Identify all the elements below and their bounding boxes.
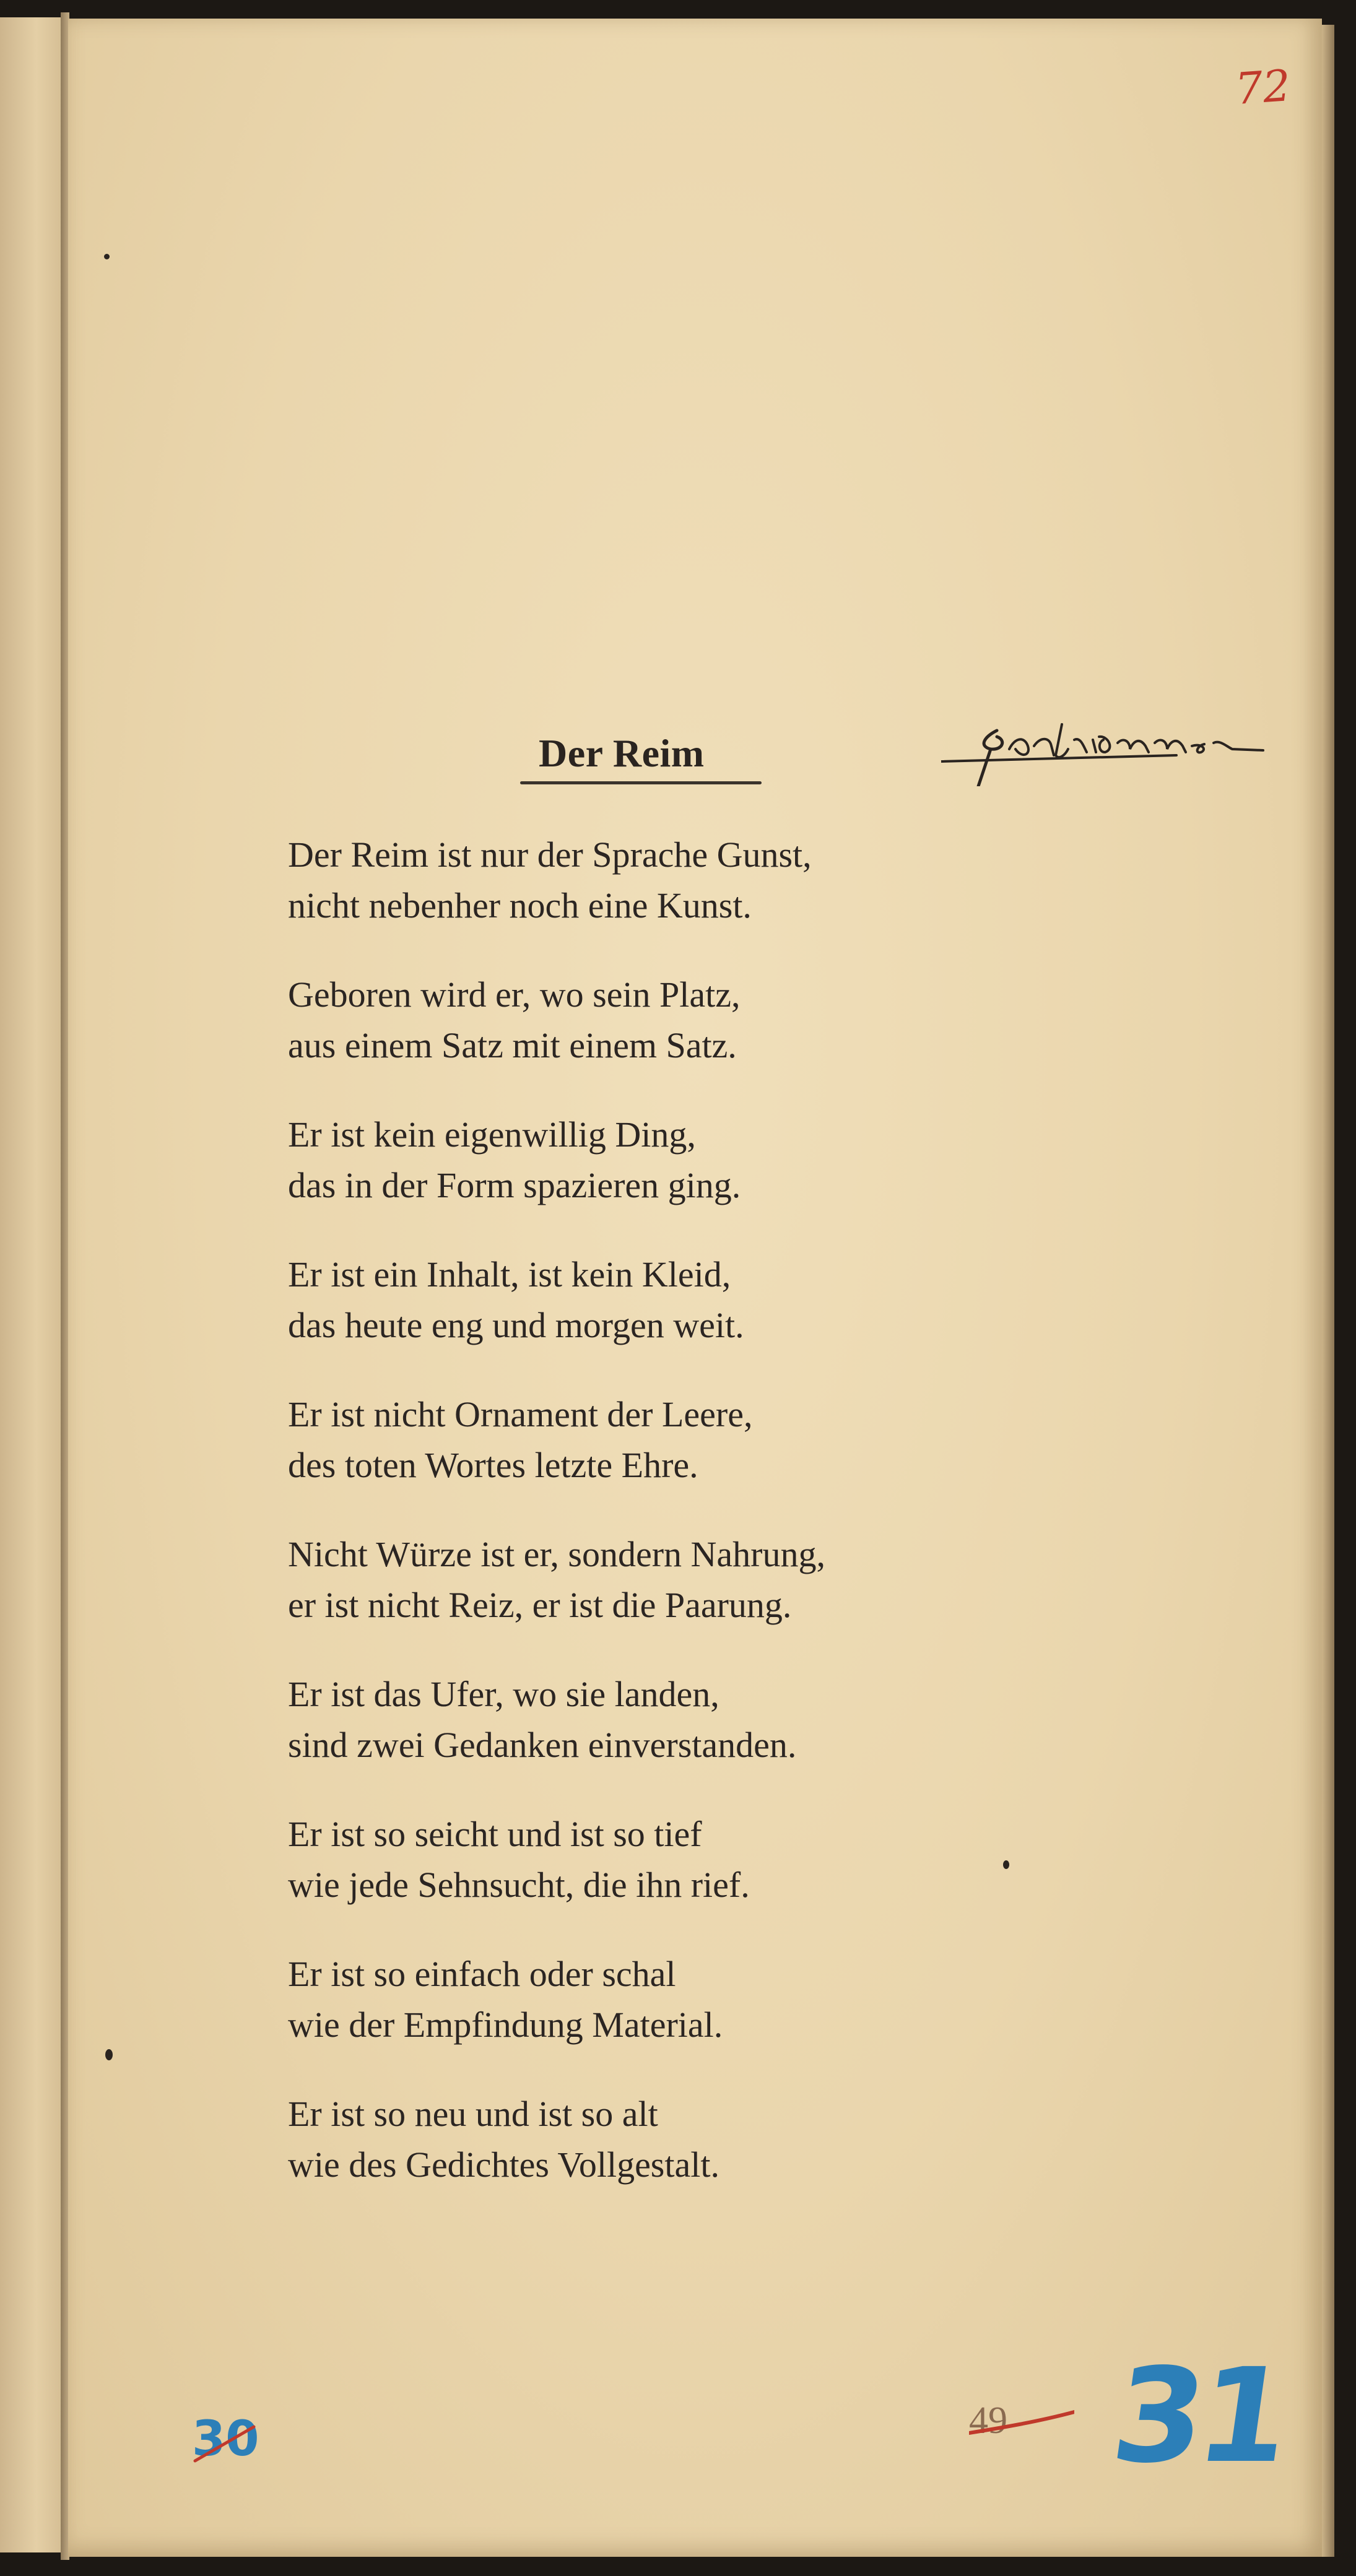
poem-title-block bbox=[520, 731, 768, 776]
poem-line: des toten Wortes letzte Ehre. bbox=[288, 1445, 698, 1485]
poem-stanza bbox=[288, 1529, 1093, 1631]
handwritten-margin-note bbox=[941, 712, 1288, 786]
poem-line: Er ist nicht Ornament der Leere, bbox=[288, 1394, 753, 1434]
red-strikethrough bbox=[969, 2408, 1074, 2445]
poem-line: Er ist das Ufer, wo sie landen, bbox=[288, 1674, 719, 1714]
left-page-edge bbox=[0, 17, 63, 2552]
poem-stanza bbox=[288, 1389, 1093, 1491]
poem-line: Er ist so seicht und ist so tief bbox=[288, 1814, 702, 1854]
poem-line: Er ist kein eigenwillig Ding, bbox=[288, 1114, 696, 1155]
page-edge bbox=[1322, 25, 1334, 2557]
poem-line: wie der Empfindung Material. bbox=[288, 2005, 723, 2045]
poem-stanza bbox=[288, 1809, 1093, 1910]
corner-page-number: 30 bbox=[192, 2411, 259, 2467]
poem-stanza bbox=[288, 1669, 1093, 1771]
poem-line: aus einem Satz mit einem Satz. bbox=[288, 1025, 737, 1065]
poem-line: Der Reim ist nur der Sprache Gunst, bbox=[288, 835, 812, 875]
poem-stanza bbox=[288, 830, 1093, 931]
poem-stanza bbox=[288, 1249, 1093, 1351]
poem-line: sind zwei Gedanken einverstanden. bbox=[288, 1725, 797, 1765]
poem-line: wie jede Sehnsucht, die ihn rief. bbox=[288, 1865, 750, 1905]
poem-stanza bbox=[288, 1949, 1093, 2050]
old-page-number: 49 bbox=[969, 2400, 1007, 2442]
poem-line: Nicht Würze ist er, sondern Nahrung, bbox=[288, 1534, 825, 1574]
poem-stanza bbox=[288, 969, 1093, 1071]
poem-line: er ist nicht Reiz, er ist die Paarung. bbox=[288, 1585, 792, 1625]
new-page-number: 31 bbox=[1103, 2340, 1294, 2492]
poem-line: Er ist so neu und ist so alt bbox=[288, 2094, 658, 2134]
poem-stanza bbox=[288, 2089, 1093, 2190]
poem-body bbox=[288, 830, 1093, 2229]
red-strikethrough-corner bbox=[189, 2414, 263, 2470]
title-underline bbox=[520, 781, 762, 784]
folio-number: 72 bbox=[1233, 59, 1292, 115]
poem-line: das heute eng und morgen weit. bbox=[288, 1305, 744, 1345]
poem-stanza bbox=[288, 1109, 1093, 1211]
poem-line: Er ist ein Inhalt, ist kein Kleid, bbox=[288, 1254, 731, 1295]
poem-line: Er ist so einfach oder schal bbox=[288, 1954, 676, 1994]
poem-line: nicht nebenher noch eine Kunst. bbox=[288, 885, 752, 926]
ink-speck bbox=[105, 2049, 113, 2060]
poem-title: Der Reim bbox=[539, 731, 705, 775]
poem-line: wie des Gedichtes Vollgestalt. bbox=[288, 2144, 719, 2185]
poem-line: Geboren wird er, wo sein Platz, bbox=[288, 974, 741, 1015]
ink-speck bbox=[104, 254, 110, 259]
poem-line: das in der Form spazieren ging. bbox=[288, 1165, 741, 1205]
